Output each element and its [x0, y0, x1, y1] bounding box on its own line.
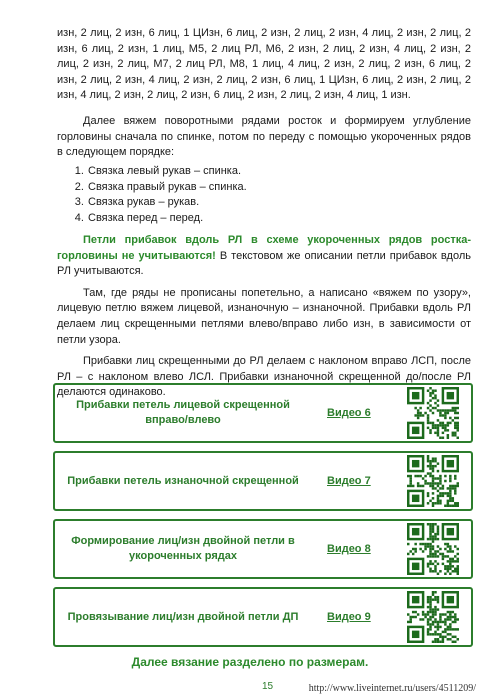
video-link[interactable]: Видео 6 — [327, 407, 371, 419]
video-link[interactable]: Видео 7 — [327, 475, 371, 487]
video-label: Формирование лиц/изн двойной петли в укороченных рядах — [71, 535, 295, 562]
turning-rows-paragraph: Далее вяжем поворотными рядами росток и формируем углубление горловины сначала по спинке, потом по переду с помощью укороченных рядов в следующем порядке: — [57, 114, 471, 159]
video-row — [53, 451, 473, 511]
note-rest: В текстовом же описании петли прибавок вдоль РЛ учитываются. — [57, 249, 471, 278]
qr-code-icon[interactable] — [407, 523, 459, 575]
increase-paragraph: Прибавки лиц скрещенными до РЛ делаем с наклоном вправо ЛСП, после РЛ – с наклоном влево ЛСЛ. Прибавки изнаночной скрещенной до/после РЛ делаются одинаково. — [57, 355, 471, 399]
watermark-url: http://www.liveinternet.ru/users/4511209/ — [308, 683, 476, 694]
pattern-paragraph: Там, где ряды не прописаны попетельно, а написано «вяжем по узору», лицевую петлю вяжем лицевой, изнаночную – изнаночной. Прибавки вдоль РЛ делаем лиц скрещенными петлями влево/вправо либо изн, в зависимости от петли узора. — [57, 286, 471, 346]
section-footer-title: Далее вязание разделено по размерам. — [131, 655, 369, 669]
note-paragraph — [57, 233, 471, 280]
list-item: 1. Связка левый рукав – спинка. — [87, 164, 471, 180]
video-label: Провязывание лиц/изн двойной петли ДП — [67, 610, 299, 623]
page-number: 15 — [262, 681, 274, 692]
list-item: 4. Связка перед – перед. — [87, 211, 471, 227]
qr-code-icon[interactable] — [407, 455, 459, 507]
video-link[interactable]: Видео 8 — [327, 543, 371, 555]
video-table — [53, 383, 473, 655]
video-link[interactable]: Видео 9 — [327, 611, 371, 623]
page-body — [57, 26, 471, 401]
video-label: Прибавки петель лицевой скрещенной вправо/влево — [76, 399, 290, 426]
note-highlight: Петли прибавок вдоль РЛ в схеме укороченных рядов ростка-горловины не учитываются! — [57, 233, 471, 262]
video-row — [53, 519, 473, 579]
steps-list — [57, 164, 471, 227]
video-label: Прибавки петель изнаночной скрещенной — [67, 474, 299, 487]
qr-code-icon[interactable] — [407, 387, 459, 439]
video-row — [53, 587, 473, 647]
list-item: 2. Связка правый рукав – спинка. — [87, 180, 471, 196]
pattern-rows-text: изн, 2 лиц, 2 изн, 6 лиц, 1 ЦИзн, 6 лиц, 2 изн, 2 лиц, 2 изн, 4 лиц, 2 изн, 2 лиц, 2 изн, 6 лиц, 2 изн, 1 лиц, М5, 2 лиц РЛ, М6, 2 изн, 2 лиц, 2 изн, 4 лиц, 2 изн, 2 лиц, 2 изн, 2 лиц, М7, 2 лиц РЛ, М8, 1 лиц, 4 лиц, 2 изн, 2 лиц, 2 изн, 6 лиц, 2 изн, 2 лиц, 2 изн, 4 лиц, 2 изн, 2 лиц, 2 изн, 6 лиц, 1 ЦИзн, 6 лиц, 2 изн, 2 лиц, 2 изн, 4 лиц, 2 изн, 2 лиц, 2 изн, 6 лиц, 2 изн, 2 лиц, 2 изн, 4 лиц, 1 изн. — [57, 27, 471, 102]
qr-code-icon[interactable] — [407, 591, 459, 643]
video-row — [53, 383, 473, 443]
list-item: 3. Связка рукав – рукав. — [87, 195, 471, 211]
